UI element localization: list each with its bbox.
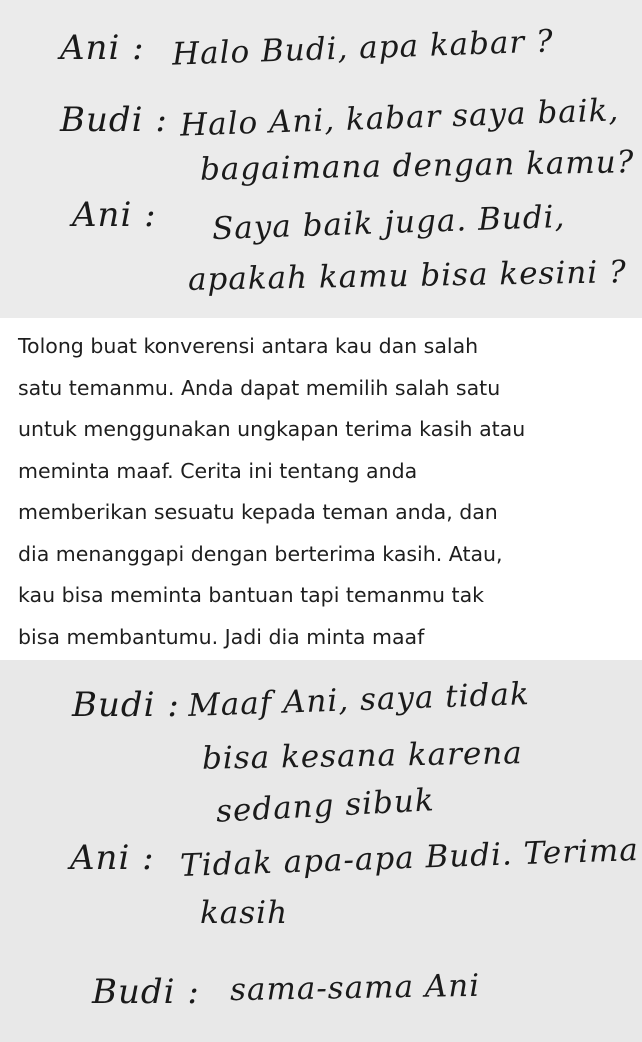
dialogue-line-3a: Saya baik juga. Budi, [211,198,566,248]
top-handwritten-panel [0,0,642,318]
instruction-line: dia menanggapi dengan berterima kasih. Atau, [18,541,503,566]
instruction-line: untuk menggunakan ungkapan terima kasih atau [18,417,526,441]
instruction-line: bisa membantumu. Jadi dia minta maaf [18,624,425,649]
instruction-line: kau bisa meminta bantuan tapi temanmu tak [18,583,485,607]
instruction-line: meminta maaf. Cerita ini tentang anda [18,458,418,483]
speaker-budi-3: Budi : [92,972,200,1012]
speaker-ani-1: Ani : [60,28,145,68]
dialogue-line-2a: Halo Ani, kabar saya baik, [179,92,620,144]
dialogue-line-2b: bagaimana dengan kamu? [199,144,635,188]
dialogue-line-5a: Tidak apa-apa Budi. Terima [179,832,640,884]
dialogue-line-5b: kasih [200,895,289,931]
printed-instructions-panel [0,318,642,660]
dialogue-line-4c: sedang sibuk [215,782,436,830]
dialogue-line-6: sama-sama Ani [229,967,481,1009]
dialogue-line-4a: Maaf Ani, saya tidak [187,676,531,724]
instruction-line: memberikan sesuatu kepada teman anda, dan [18,500,498,524]
speaker-budi-1: Budi : [60,100,168,140]
dialogue-line-1: Halo Budi, apa kabar ? [171,23,555,73]
dialogue-line-3b: apakah kamu bisa kesini ? [187,254,627,298]
instructions-text-block [18,326,628,658]
bottom-handwritten-panel [0,660,642,1042]
instruction-line: Tolong buat konverensi antara kau dan salah [18,334,479,358]
dialogue-line-4b: bisa kesana karena [201,735,524,777]
speaker-budi-2: Budi : [72,685,180,725]
speaker-ani-3: Ani : [70,838,155,878]
instruction-line: satu temanmu. Anda dapat memilih salah satu [18,375,501,400]
speaker-ani-2: Ani : [72,195,157,235]
